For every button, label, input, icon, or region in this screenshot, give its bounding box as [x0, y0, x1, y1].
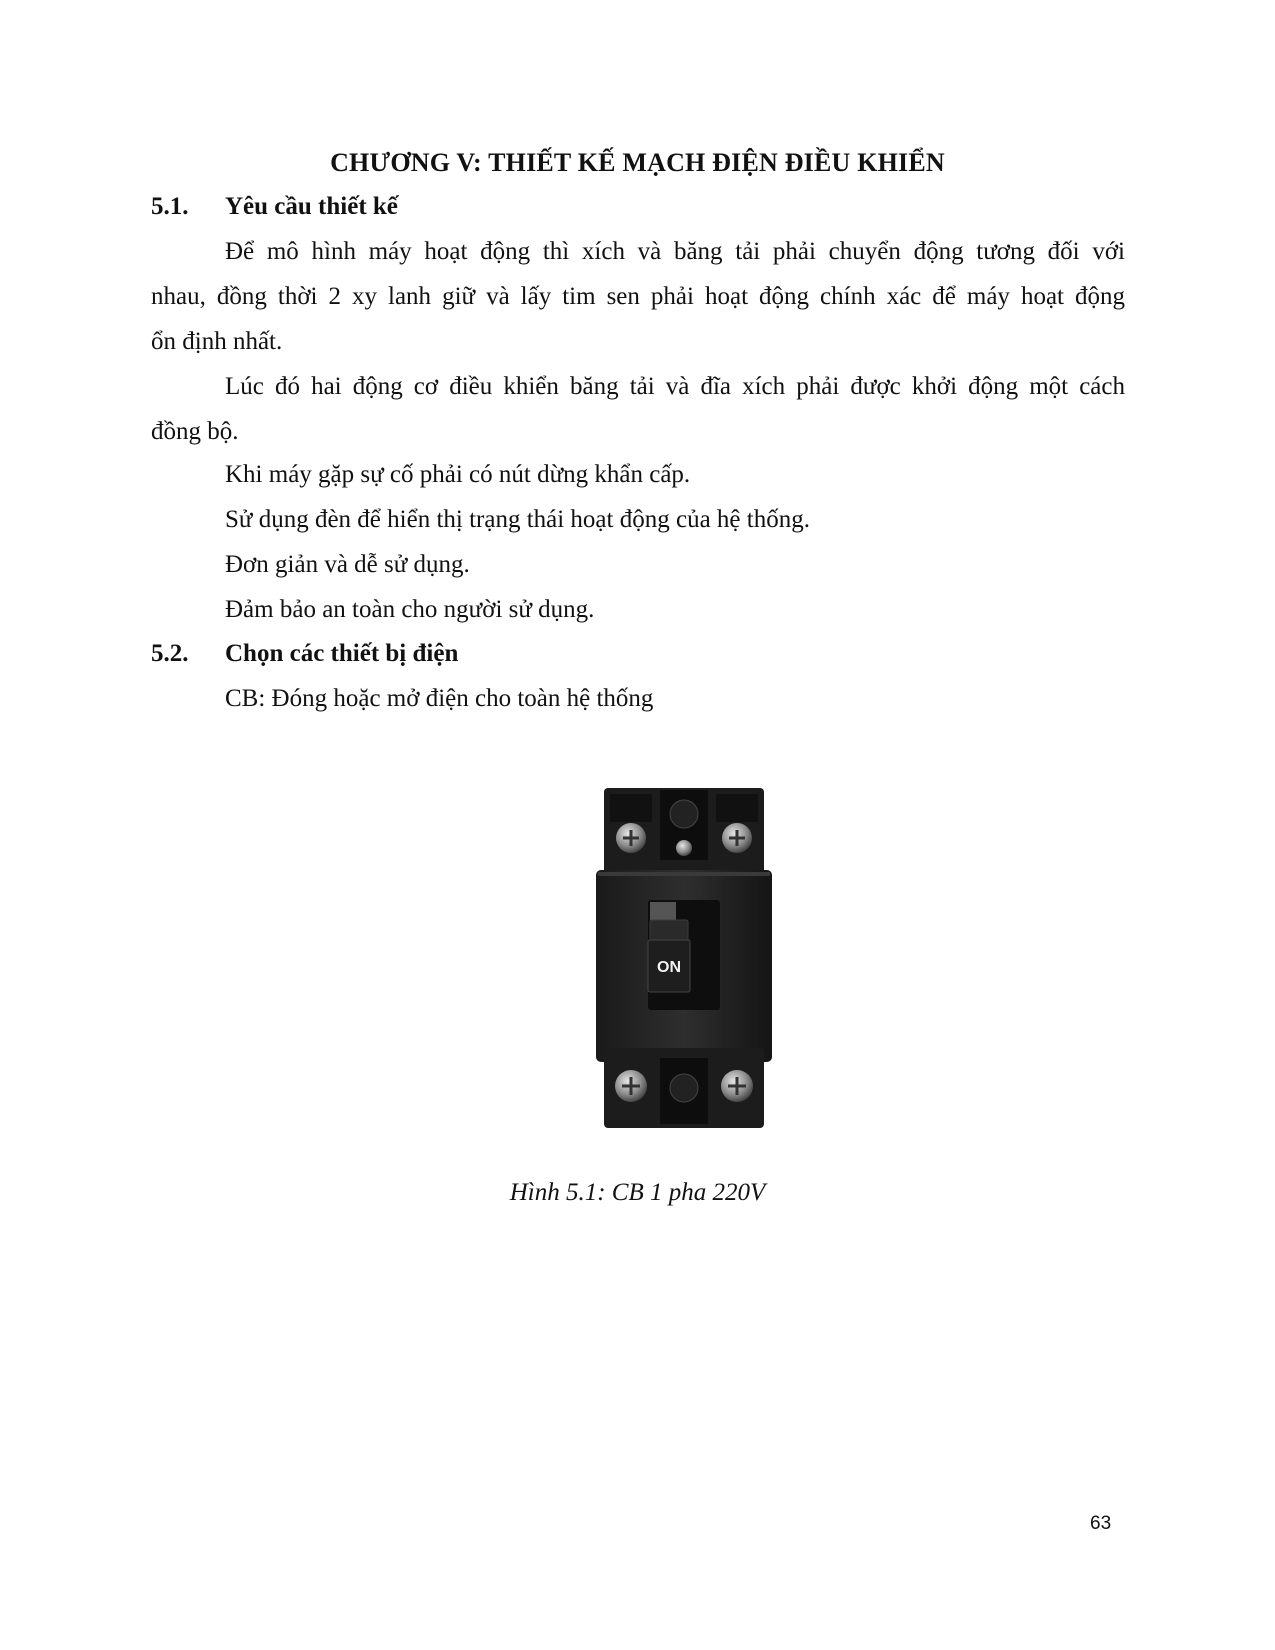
circuit-breaker-photo-icon: [596, 788, 772, 1128]
chapter-title: CHƯƠNG V: THIẾT KẾ MẠCH ĐIỆN ĐIỀU KHIỂN: [330, 148, 945, 177]
paragraph-2: [151, 364, 1125, 454]
section-title: Chọn các thiết bị điện: [225, 640, 459, 667]
paragraph-1: [151, 229, 1125, 364]
requirement-item: Sử dụng đèn để hiển thị trạng thái hoạt động của hệ thống.: [225, 506, 810, 533]
page-number: 63: [1090, 1513, 1112, 1534]
device-item: CB: Đóng hoặc mở điện cho toàn hệ thống: [225, 685, 654, 712]
paragraph-line: nhau, đồng thời 2 xy lanh giữ và lấy tim sen phải hoạt động chính xác để máy hoạt động: [151, 283, 1125, 310]
switch-on-label: ON: [657, 959, 681, 976]
requirement-item: Khi máy gặp sự cố phải có nút dừng khẩn cấp.: [225, 461, 691, 488]
figure-caption: Hình 5.1: CB 1 pha 220V: [509, 1179, 766, 1206]
section-number: 5.2.: [151, 640, 189, 667]
section-heading-5-2: [151, 640, 458, 668]
section-heading-5-1: [151, 193, 398, 221]
requirement-item: Đơn giản và dễ sử dụng.: [225, 551, 470, 578]
paragraph-line: Lúc đó hai động cơ điều khiển băng tải và đĩa xích phải được khởi động một cách: [225, 373, 1125, 400]
requirement-item: Đảm bảo an toàn cho người sử dụng.: [225, 596, 595, 623]
paragraph-line: đồng bộ.: [151, 418, 239, 445]
section-number: 5.1.: [151, 193, 189, 220]
circuit-breaker-image: [596, 788, 772, 1128]
paragraph-line: ổn định nhất.: [151, 328, 283, 355]
section-title: Yêu cầu thiết kế: [225, 193, 398, 220]
paragraph-line: Để mô hình máy hoạt động thì xích và băng tải phải chuyển động tương đối với: [225, 238, 1125, 265]
